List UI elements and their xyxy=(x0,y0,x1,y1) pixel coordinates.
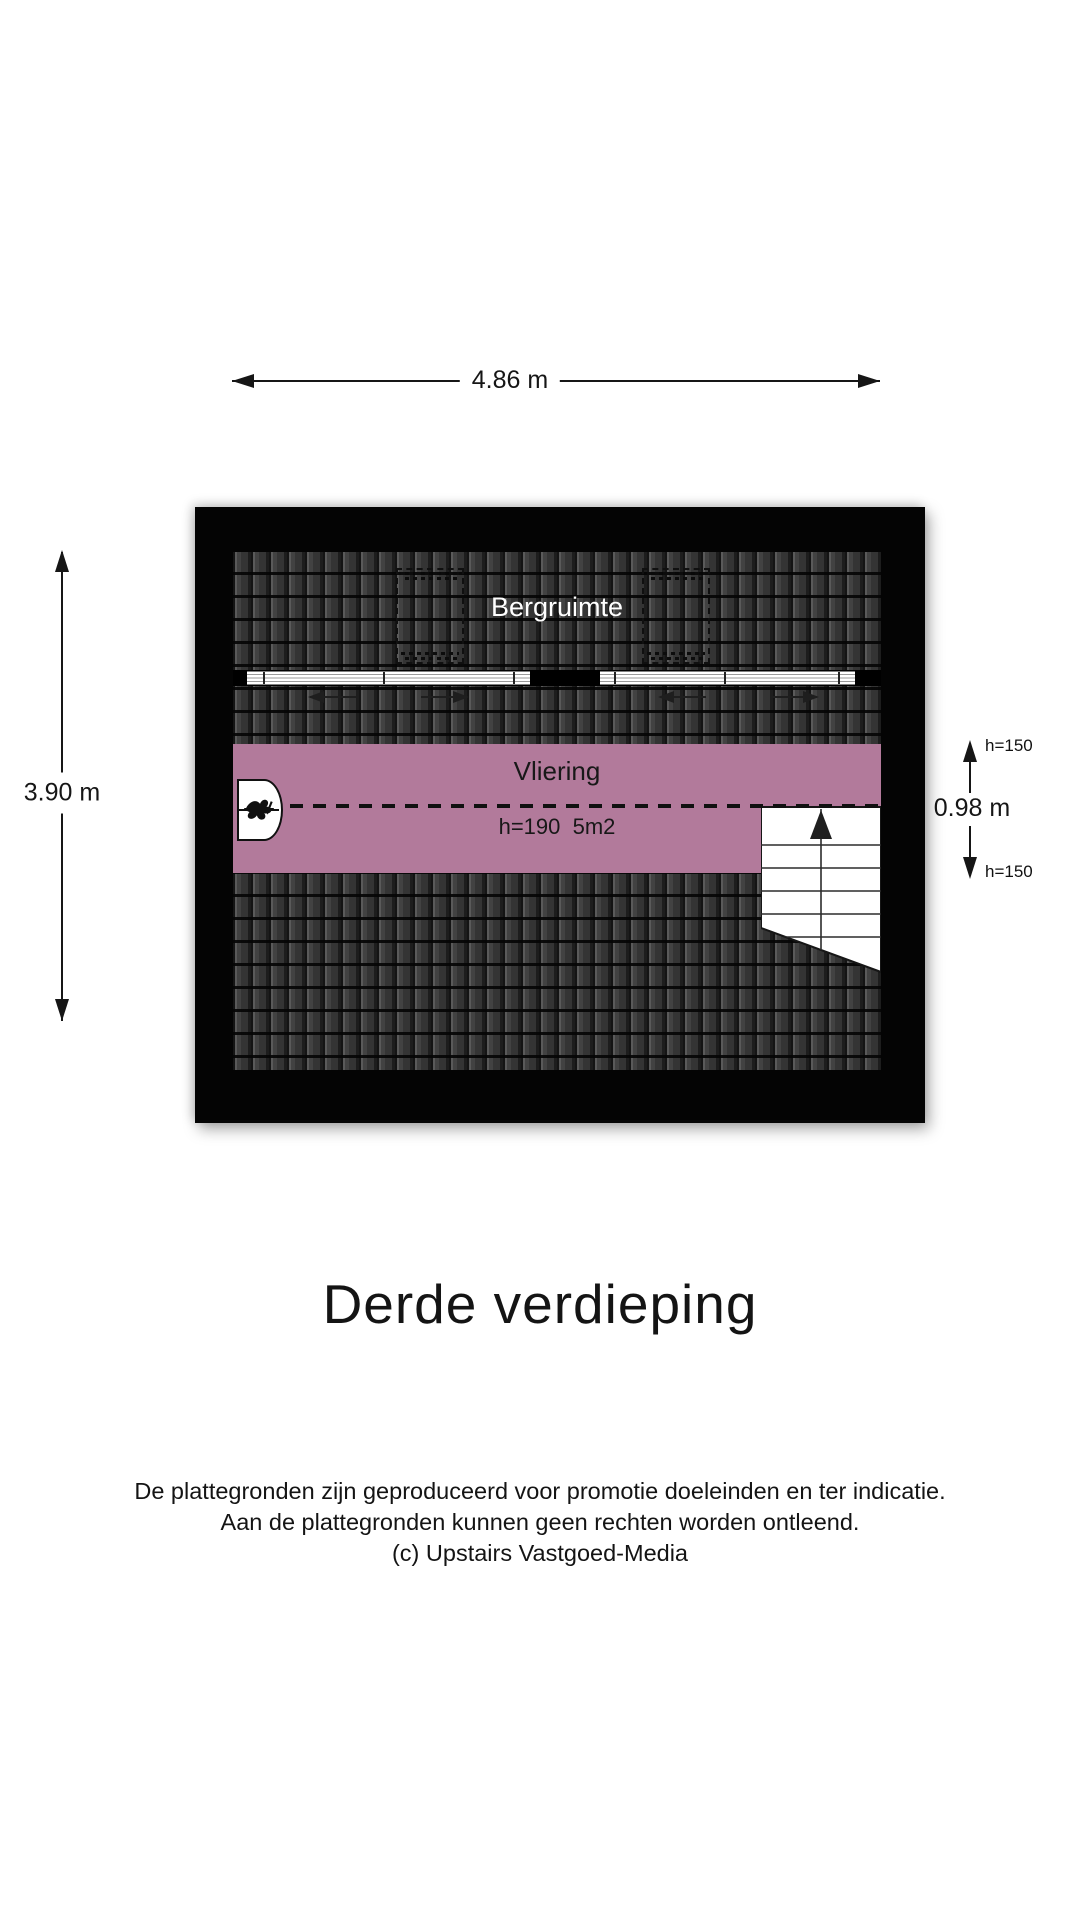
left-arrowhead-icon xyxy=(232,374,254,388)
disclaimer-line-1: De plattegronden zijn geproduceerd voor promotie doeleinden en ter indicatie. xyxy=(134,1478,946,1504)
up-arrowhead-icon xyxy=(55,550,69,572)
room-label-vliering: Vliering xyxy=(513,756,601,786)
slide-right-arrow-icon xyxy=(771,696,817,698)
height-note-bottom: h=150 xyxy=(985,862,1033,881)
disclaimer xyxy=(0,1476,1080,1569)
roof-tiles-area xyxy=(233,552,881,1070)
track-tick xyxy=(263,672,265,684)
slide-left-arrow-icon xyxy=(660,696,706,698)
track-segment-right xyxy=(600,670,855,686)
disclaimer-line-3: (c) Upstairs Vastgoed-Media xyxy=(391,1540,689,1566)
up-arrowhead-icon xyxy=(963,740,977,762)
boiler-icon xyxy=(241,791,277,827)
down-arrowhead-icon xyxy=(963,857,977,879)
top-dimension-label: 4.86 m xyxy=(460,366,560,395)
down-arrowhead-icon xyxy=(55,999,69,1021)
floorplan-outer-wall xyxy=(195,507,925,1123)
sliding-panel-track xyxy=(233,670,881,686)
track-tick xyxy=(838,672,840,684)
track-segment-left xyxy=(247,670,530,686)
ridge-dashed-line xyxy=(290,804,878,808)
track-tick xyxy=(513,672,515,684)
slide-right-arrow-icon xyxy=(421,696,467,698)
height-note-top: h=150 xyxy=(985,736,1033,755)
page-title: Derde verdieping xyxy=(322,1273,758,1335)
room-label-bergruimte: Bergruimte xyxy=(490,592,624,622)
right-dimension-label: 0.98 m xyxy=(930,794,1014,823)
boiler-unit xyxy=(237,779,283,841)
slide-left-arrow-icon xyxy=(310,696,356,698)
track-tick xyxy=(614,672,616,684)
left-dimension-label: 3.90 m xyxy=(20,773,104,814)
track-tick xyxy=(383,672,385,684)
disclaimer-line-2: Aan de plattegronden kunnen geen rechten worden ontleend. xyxy=(220,1509,860,1535)
track-tick xyxy=(724,672,726,684)
vliering-height-area-label: h=190 5m2 xyxy=(498,814,616,839)
right-arrowhead-icon xyxy=(858,374,880,388)
staircase xyxy=(761,806,881,978)
